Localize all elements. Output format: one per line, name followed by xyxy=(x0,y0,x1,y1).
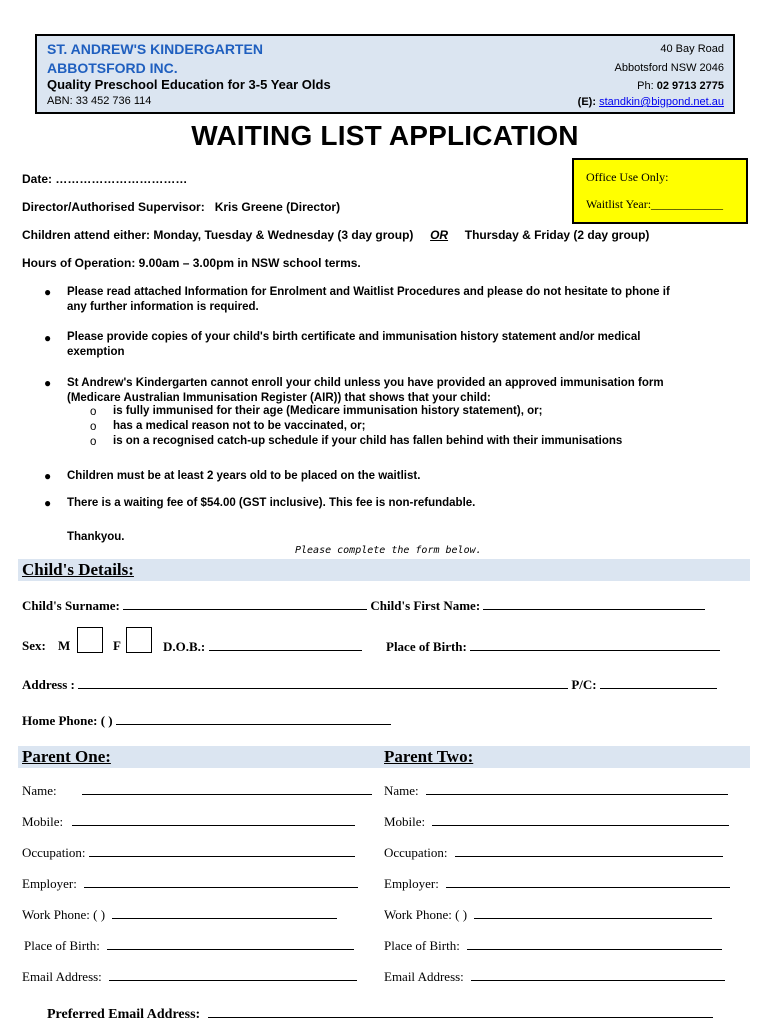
bullet-line: exemption xyxy=(67,346,125,358)
tagline: Quality Preschool Education for 3-5 Year Olds xyxy=(47,77,331,92)
sub-bullet: o xyxy=(90,436,97,448)
p2-work-phone-label: Work Phone: ( ) xyxy=(384,907,468,922)
dob-label: D.O.B.: xyxy=(163,639,206,654)
email xyxy=(578,96,724,108)
phone-number: 02 9713 2775 xyxy=(656,80,724,92)
form-instruction: Please complete the form below. xyxy=(295,545,482,556)
bullet-line: Please read attached Information for Enrolment and Waitlist Procedures and please do not hesitate to phone if xyxy=(67,286,670,298)
preferred-email-input[interactable] xyxy=(208,1005,713,1018)
dob-input[interactable] xyxy=(209,638,362,651)
abn: ABN: 33 452 736 114 xyxy=(47,95,152,107)
preferred-email-label: Preferred Email Address: xyxy=(47,1007,201,1022)
p1-work-phone-row xyxy=(22,906,337,923)
p1-occupation-row xyxy=(22,844,355,861)
p2-employer-input[interactable] xyxy=(446,875,730,888)
pc-label: P/C: xyxy=(571,677,597,692)
child-pob-input[interactable] xyxy=(470,638,720,651)
address-line2: Abbotsford NSW 2046 xyxy=(614,62,724,74)
attend-or: OR xyxy=(430,228,449,242)
parent-two-heading: Parent Two: xyxy=(384,747,474,766)
sub-bullet-text: has a medical reason not to be vaccinated, or; xyxy=(113,420,366,432)
bullet-line: Please provide copies of your child's birth certificate and immunisation history statement and/or medical xyxy=(67,331,641,343)
p2-employer-row xyxy=(384,875,730,892)
bullet-dot: ● xyxy=(44,376,52,390)
preferred-email-row xyxy=(47,1005,713,1023)
bullet-dot: ● xyxy=(44,331,52,345)
p1-work-phone-input[interactable] xyxy=(112,906,337,919)
p2-name-input[interactable] xyxy=(426,782,728,795)
date-field[interactable]: Date: …………………………… xyxy=(22,172,188,186)
bullet-documents xyxy=(67,330,732,360)
home-phone-label: Home Phone: ( ) xyxy=(22,713,113,728)
bullet-immunisation xyxy=(67,376,732,406)
school-name xyxy=(47,40,263,78)
attendance-line xyxy=(22,228,649,242)
child-surname-row xyxy=(22,597,705,614)
p2-work-phone-row xyxy=(384,906,712,923)
address-row xyxy=(22,676,717,693)
p1-mobile-row xyxy=(22,813,355,830)
p1-name-label: Name: xyxy=(22,783,57,798)
child-pob-label: Place of Birth: xyxy=(386,639,467,654)
p1-mobile-label: Mobile: xyxy=(22,814,64,829)
director-name: Kris Greene (Director) xyxy=(214,200,341,214)
child-surname-label: Child's Surname: xyxy=(22,598,120,613)
p1-email-row xyxy=(22,968,357,985)
p2-name-label: Name: xyxy=(384,783,419,798)
bullet-dot: ● xyxy=(44,496,52,510)
sex-label: Sex: xyxy=(22,638,46,653)
sex-f-checkbox[interactable] xyxy=(126,627,152,653)
sex-f-label: F xyxy=(113,638,121,653)
p1-pob-row xyxy=(24,937,354,954)
sub-bullet: o xyxy=(90,421,97,433)
p2-email-label: Email Address: xyxy=(384,969,464,984)
school-name-line2: ABBOTSFORD INC. xyxy=(47,60,178,76)
bullet-age: Children must be at least 2 years old to be placed on the waitlist. xyxy=(67,470,421,482)
sex-m-label: M xyxy=(58,638,71,653)
p1-pob-label: Place of Birth: xyxy=(24,938,100,953)
sub-bullet-text: is on a recognised catch-up schedule if your child has fallen behind with their immunisations xyxy=(113,435,623,447)
p1-occupation-label: Occupation: xyxy=(22,845,86,860)
p1-email-label: Email Address: xyxy=(22,969,102,984)
phone xyxy=(637,80,724,92)
p1-name-input[interactable] xyxy=(82,782,372,795)
school-name-line1: ST. ANDREW'S KINDERGARTEN xyxy=(47,41,263,57)
child-first-name-input[interactable] xyxy=(483,597,705,610)
p2-mobile-label: Mobile: xyxy=(384,814,426,829)
director-line xyxy=(22,200,340,214)
p1-occupation-input[interactable] xyxy=(89,844,355,857)
p1-employer-row xyxy=(22,875,358,892)
parent-one-heading: Parent One: xyxy=(22,747,111,766)
office-use-box xyxy=(572,158,748,224)
p2-occupation-input[interactable] xyxy=(455,844,723,857)
p1-pob-input[interactable] xyxy=(107,937,354,950)
sub-bullet-text: is fully immunised for their age (Medicare immunisation history statement), or; xyxy=(113,405,543,417)
p2-pob-row xyxy=(384,937,722,954)
p1-mobile-input[interactable] xyxy=(72,813,355,826)
hours: Hours of Operation: 9.00am – 3.00pm in NSW school terms. xyxy=(22,256,361,270)
pc-input[interactable] xyxy=(600,676,717,689)
address-line1: 40 Bay Road xyxy=(660,43,724,55)
p1-email-input[interactable] xyxy=(109,968,357,981)
p2-work-phone-input[interactable] xyxy=(474,906,712,919)
p1-employer-input[interactable] xyxy=(84,875,358,888)
bullet-dot: ● xyxy=(44,469,52,483)
p2-occupation-row xyxy=(384,844,723,861)
bullet-dot: ● xyxy=(44,285,52,299)
p1-name-row xyxy=(22,782,372,799)
p2-mobile-row xyxy=(384,813,729,830)
p2-email-row xyxy=(384,968,725,985)
bullet-line: any further information is required. xyxy=(67,301,259,313)
attend-option-a: Children attend either: Monday, Tuesday & Wednesday (3 day group) xyxy=(22,228,414,242)
bullet-fee: There is a waiting fee of $54.00 (GST inclusive). This fee is non-refundable. xyxy=(67,497,476,509)
p1-employer-label: Employer: xyxy=(22,876,77,891)
phone-label: Ph: xyxy=(637,80,657,92)
bullet-line: (Medicare Australian Immunisation Register (AIR)) that shows that your child: xyxy=(67,392,491,404)
sub-bullet: o xyxy=(90,406,97,418)
p2-occupation-label: Occupation: xyxy=(384,845,448,860)
child-section-heading: Child's Details: xyxy=(22,560,134,579)
p2-pob-label: Place of Birth: xyxy=(384,938,460,953)
child-surname-input[interactable] xyxy=(123,597,367,610)
p2-name-row xyxy=(384,782,728,799)
address-label: Address : xyxy=(22,677,75,692)
p2-mobile-input[interactable] xyxy=(432,813,729,826)
dob-row xyxy=(163,638,362,655)
waitlist-year-field[interactable]: Waitlist Year:____________ xyxy=(586,197,724,211)
p2-email-input[interactable] xyxy=(471,968,725,981)
home-phone-input[interactable] xyxy=(116,712,391,725)
p2-employer-label: Employer: xyxy=(384,876,439,891)
bullet-line: St Andrew's Kindergarten cannot enroll your child unless you have provided an approved immunisation form xyxy=(67,377,664,389)
email-label: (E): xyxy=(577,96,600,108)
director-label: Director/Authorised Supervisor: xyxy=(22,200,205,214)
thankyou: Thankyou. xyxy=(67,531,125,543)
email-link[interactable]: standkin@bigpond.net.au xyxy=(599,96,724,108)
page-title: WAITING LIST APPLICATION xyxy=(191,120,579,151)
sex-m-checkbox[interactable] xyxy=(77,627,103,653)
address-input[interactable] xyxy=(78,676,568,689)
child-pob-row xyxy=(386,638,720,655)
p1-work-phone-label: Work Phone: ( ) xyxy=(22,907,106,922)
attend-option-b: Thursday & Friday (2 day group) xyxy=(464,228,650,242)
p2-pob-input[interactable] xyxy=(467,937,722,950)
child-first-name-label: Child's First Name: xyxy=(370,598,481,613)
home-phone-row xyxy=(22,712,391,729)
bullet-enrolment-info xyxy=(67,285,732,315)
office-use-label: Office Use Only: xyxy=(586,170,669,184)
